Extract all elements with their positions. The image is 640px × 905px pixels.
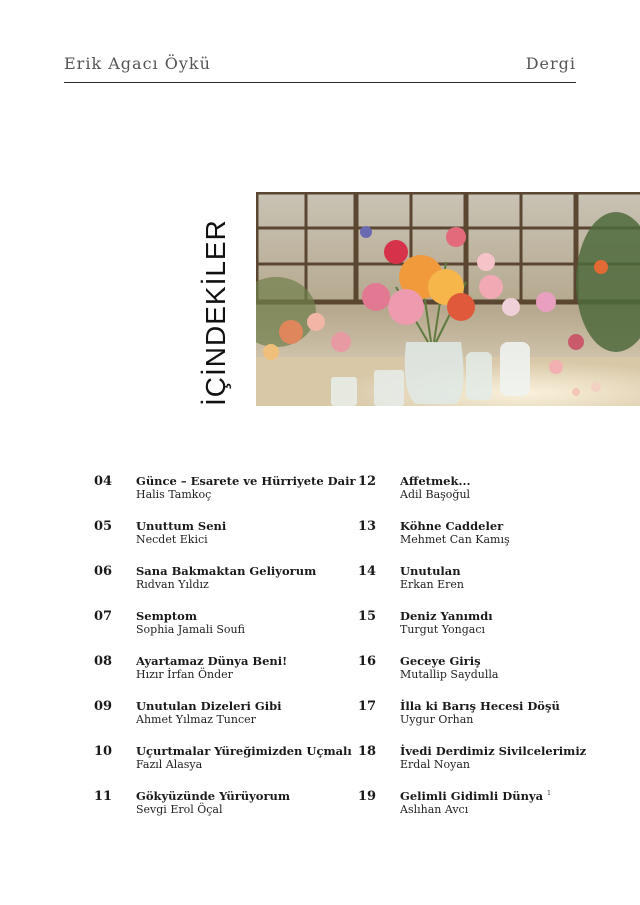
toc-entry[interactable] xyxy=(94,607,334,652)
toc-entry[interactable] xyxy=(94,517,334,562)
toc-author: Hızır İrfan Önder xyxy=(136,668,233,681)
toc-author: Uygur Orhan xyxy=(400,713,474,726)
toc-page-number: 08 xyxy=(94,654,113,669)
toc-left-column xyxy=(94,472,356,832)
toc-entry[interactable] xyxy=(94,697,334,742)
toc-entry[interactable] xyxy=(358,472,598,517)
toc-author: Mehmet Can Kamış xyxy=(400,533,510,546)
toc-title: İlla ki Barış Hecesi Döşü xyxy=(400,699,560,713)
toc-author: Ahmet Yılmaz Tuncer xyxy=(136,713,256,726)
toc-author: Turgut Yongacı xyxy=(400,623,486,636)
toc-entry[interactable] xyxy=(358,517,598,562)
toc-title: Ayartamaz Dünya Beni! xyxy=(136,654,288,668)
toc-title: Günce – Esarete ve Hürriyete Dair xyxy=(136,474,356,488)
toc-title: Unutulan Dizeleri Gibi xyxy=(136,699,282,713)
toc-author: Sophia Jamali Soufi xyxy=(136,623,245,636)
toc-author: Erdal Noyan xyxy=(400,758,471,771)
toc-title: İvedi Derdimiz Sivilcelerimiz xyxy=(400,744,587,758)
toc-right-column xyxy=(358,472,598,832)
contents-title: İÇİNDEKİLER xyxy=(200,219,231,406)
toc-page-number: 04 xyxy=(94,474,113,489)
toc-page-number: 05 xyxy=(94,519,113,534)
toc-page-number: 14 xyxy=(358,564,377,579)
toc-entry[interactable] xyxy=(94,472,356,517)
toc-author: Necdet Ekici xyxy=(136,533,208,546)
footnote-marker: 1 xyxy=(547,790,551,798)
toc-page-number: 18 xyxy=(358,744,377,759)
page-header xyxy=(64,52,576,83)
toc-title: Affetmek... xyxy=(400,474,471,488)
toc-page-number: 17 xyxy=(358,699,377,714)
toc-entry[interactable] xyxy=(94,787,334,832)
toc-title: Geceye Giriş xyxy=(400,654,481,668)
toc-entry[interactable] xyxy=(94,742,352,787)
toc-page-number: 11 xyxy=(94,789,113,804)
toc-title-text: Gelimli Gidimli Dünya xyxy=(400,789,544,803)
toc-page-number: 15 xyxy=(358,609,377,624)
toc-entry[interactable] xyxy=(94,562,334,607)
toc-page-number: 19 xyxy=(358,789,377,804)
toc-title: Semptom xyxy=(136,609,197,623)
toc-entry[interactable] xyxy=(358,562,598,607)
flowers-photo xyxy=(256,192,640,406)
toc-title: Deniz Yanımdı xyxy=(400,609,493,623)
toc-title: Gökyüzünde Yürüyorum xyxy=(136,789,291,803)
toc-page-number: 07 xyxy=(94,609,113,624)
toc-title: Unutulan xyxy=(400,564,461,578)
toc-title: Sana Bakmaktan Geliyorum xyxy=(136,564,317,578)
toc-entry[interactable] xyxy=(358,787,598,832)
contents-heading xyxy=(200,192,236,406)
toc-author: Aslıhan Avcı xyxy=(400,803,469,816)
toc-entry[interactable] xyxy=(94,652,334,697)
flowers-in-vases-photo-icon xyxy=(256,192,640,406)
toc-page-number: 13 xyxy=(358,519,377,534)
toc-author: Rıdvan Yıldız xyxy=(136,578,209,591)
toc-page-number: 16 xyxy=(358,654,377,669)
toc-author: Mutallip Saydulla xyxy=(400,668,499,681)
toc-author: Adil Başoğul xyxy=(400,488,471,501)
magazine-name: Erik Agacı Öykü xyxy=(64,54,211,73)
toc-entry[interactable] xyxy=(358,652,598,697)
toc-entry[interactable] xyxy=(358,607,598,652)
toc-title: Unuttum Seni xyxy=(136,519,227,533)
toc-author: Erkan Eren xyxy=(400,578,464,591)
toc-page-number: 06 xyxy=(94,564,113,579)
toc-author: Fazıl Alasya xyxy=(136,758,203,771)
toc-page-number: 10 xyxy=(94,744,113,759)
toc-page-number: 09 xyxy=(94,699,113,714)
toc-author: Sevgi Erol Öçal xyxy=(136,803,223,816)
toc-page-number: 12 xyxy=(358,474,377,489)
toc-entry[interactable] xyxy=(358,742,598,787)
toc-title xyxy=(400,789,551,803)
toc-entry[interactable] xyxy=(358,697,598,742)
toc-title: Uçurtmalar Yüreğimizden Uçmalı xyxy=(136,744,352,758)
toc-author: Halis Tamkoç xyxy=(136,488,212,501)
toc-title: Köhne Caddeler xyxy=(400,519,504,533)
magazine-type: Dergi xyxy=(525,54,576,73)
